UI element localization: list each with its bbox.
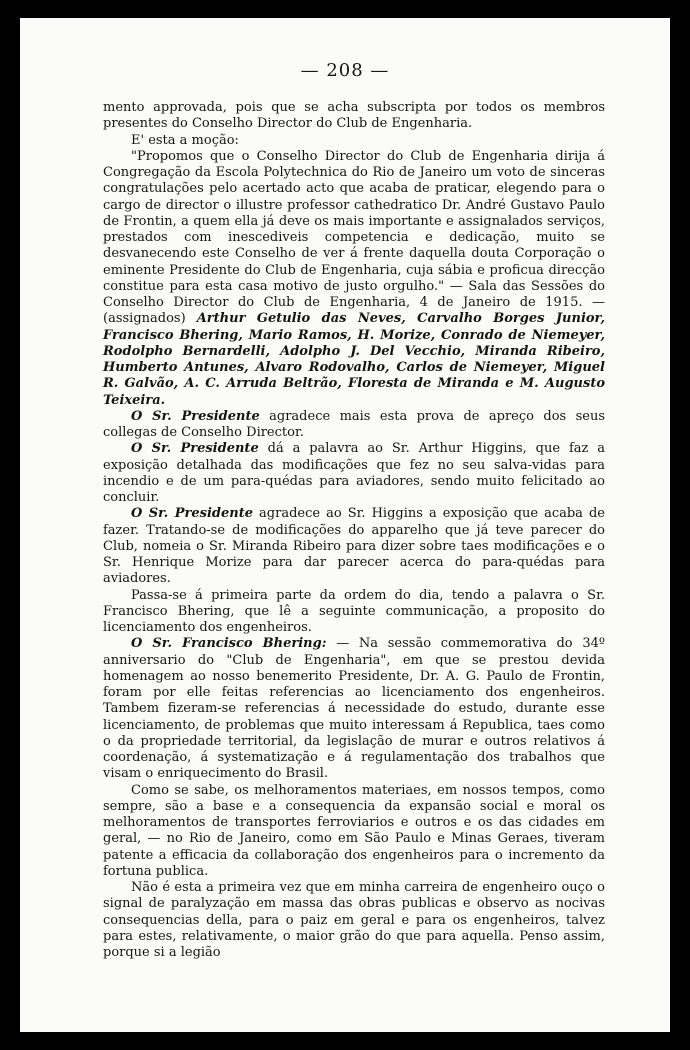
- page-number: — 208 —: [300, 60, 390, 81]
- signatories: Arthur Getulio das Neves, Carvalho Borges Junior, Francisco Bhering, Mario Ramos, H. Morize, Conrado de Niemeyer, Rodolpho Bernardelli, Adolpho J. Del Vecchio, Miranda Ribeiro, Humberto Antunes, Alvaro Rodovalho, Carlos de Niemeyer, Miguel R. Galvão, A. C. Arruda Beltrão, Floresta de Miranda e M. Augusto Teixeira.: [103, 311, 605, 408]
- paragraph: [103, 409, 605, 442]
- paragraph: [103, 441, 605, 506]
- paragraph: Como se sabe, os melhoramentos materiaes, em nossos tempos, como sempre, são a base e a consequencia da expansão social e moral os melhoramentos de transportes ferroviarios e outros e os das cidades em geral, — no Rio de Janeiro, como em São Paulo e Minas Geraes, tiveram patente a efficacia da collaboração dos engenheiros para o incremento da fortuna publica.: [103, 782, 605, 879]
- speaker-name: O Sr. Presidente: [131, 441, 259, 457]
- body-text: [103, 100, 605, 961]
- paragraph: E' esta a moção:: [131, 132, 239, 148]
- motion-text: "Propomos que o Conselho Director do Club de Engenharia dirija á Congregação da Escola Polytechnica do Rio de Janeiro um voto de sinceras congratulações pelo acertado acto que acaba de praticar, elegendo para o cargo de director o illustre professor cathedratico Dr. André Gustavo Paulo de Frontin, a quem ella já deve os mais importante e assignalados serviços, prestados com inescediveis competencia e dedicação, muito se desvanecendo este Conselho de ver á frente daquella douta Corporação o eminente Presidente do Club de Engenharia, cuja sábia e proficua direcção constitue para esta casa motivo de justo orgulho." — Sala das Sessões do Conselho Director do Club de Engenharia, 4 de Janeiro de 1915. — (assignados): [103, 148, 605, 327]
- speaker-name: O Sr. Presidente: [131, 408, 260, 424]
- document-page: [20, 18, 670, 1032]
- paragraph: mento approvada, pois que se acha subscripta por todos os membros presentes do Conselho Director do Club de Engenharia.: [103, 100, 605, 132]
- paragraph: Não é esta a primeira vez que em minha carreira de engenheiro ouço o signal de paralyzação em massa das obras publicas e observo as nocivas consequencias della, para o paiz em geral e para os engenheiros, talvez para estes, relativamente, o maior grão do que para aquella. Penso assim, porque si a legião: [103, 880, 605, 960]
- paragraph: Passa-se á primeira parte da ordem do dia, tendo a palavra o Sr. Francisco Bhering, que lê a seguinte communicação, a proposito do licenciamento dos engenheiros.: [103, 587, 605, 635]
- speaker-name: O Sr. Francisco Bhering:: [131, 636, 327, 652]
- paragraph-text: dá a palavra ao Sr. Arthur Higgins, que faz a exposição detalhada das modificações que fez no seu salva-vidas para incendio e de um para-quédas para aviadores, sendo muito felicitado ao concluir.: [103, 441, 606, 505]
- paragraph: [103, 506, 605, 587]
- paragraph-text: agradece ao Sr. Higgins a exposição que acaba de fazer. Tratando-se de modificações do apparelho que já teve parecer do Club, nomeia o Sr. Miranda Ribeiro para dizer sobre taes modificações e o Sr. Henrique Morize para dar parecer acerca do para-quédas para aviadores.: [103, 506, 605, 587]
- paragraph-text: agradece mais esta prova de apreço dos seus collegas de Conselho Director.: [103, 408, 605, 440]
- paragraph: [103, 636, 605, 782]
- paragraph-text: — Na sessão commemorativa do 34º anniversario do "Club de Engenharia", em que se prestou devida homenagem ao nosso benemerito Presidente, Dr. A. G. Paulo de Frontin, foram por elle feitas referencias ao licenciamento dos engenheiros. Tambem fizeram-se referencias á necessidade do estudo, durante esse licenciamento, de problemas que muito interessam á Republica, taes como o da propriedade territorial, da legislação de murar e outros relativos á coordenação, á systematização e á regulamentação dos trabalhos que visam o enriquecimento do Brasil.: [103, 636, 605, 782]
- speaker-name: O Sr. Presidente: [131, 506, 253, 522]
- motion-paragraph: [103, 149, 605, 409]
